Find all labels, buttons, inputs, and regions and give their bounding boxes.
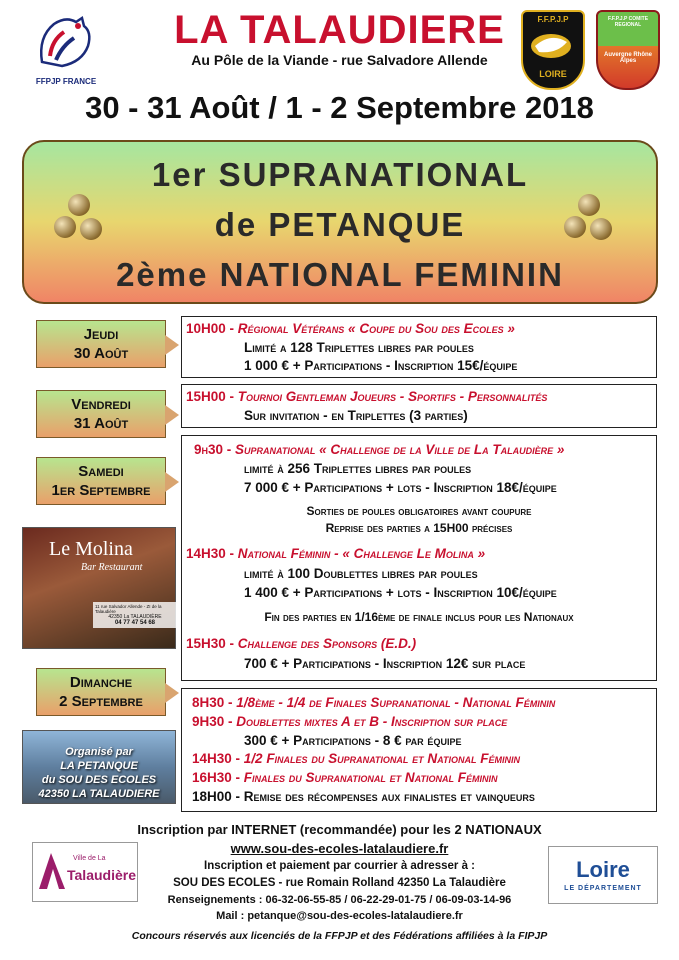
event-banner [22,140,658,304]
day-name: Vendredi [71,396,131,413]
program-line [192,770,497,785]
logo-big-text: Loire [576,857,630,882]
logo-small-text: LE DÉPARTEMENT [564,885,642,892]
contact-phones: Renseignements : 06-32-06-55-85 / 06-22-29-01-75 / 06-09-03-14-96 [167,894,512,906]
organiser-address: SOU DES ECOLES - rue Romain Rolland 42350 La Talaudière [173,877,506,889]
website-link[interactable]: www.sou-des-ecoles-latalaudiere.fr [230,841,449,856]
program-line [192,714,507,729]
day-name: Samedi [78,463,124,480]
sponsor-subtitle: Bar Restaurant [81,562,143,573]
thursday-program [181,316,657,378]
day-date: 1er Septembre [51,482,151,499]
event-time: 9h30 - [194,442,232,457]
program-line: Limité a 128 Triplettes libres par poules [244,340,474,355]
event-title: Doublettes mixtes A et B - Inscription sur place [236,714,508,729]
talaudiere-emblem-icon [37,851,67,891]
day-date: 2 Septembre [59,693,143,710]
logo-small-text: Ville de La [73,855,106,862]
venue-subtitle: Au Pôle de la Viande - rue Salvadore Allende [191,52,488,68]
program-line [186,546,485,561]
day-tag-friday [36,390,166,438]
organiser-line: 42350 LA TALAUDIERE [38,788,160,800]
program-line: Sur invitation - en Triplettes (3 parties) [244,408,468,423]
sponsor-address-card [93,602,177,628]
sponsor-address: 11 rue Salvador Allende - ZI de la Talaudière [95,604,162,614]
ffpjp-logo-text: FFPJP FRANCE [35,77,97,86]
event-time: 14H30 - [186,546,235,561]
event-title: Tournoi Gentleman Joueurs - Sportifs - Personnalités [237,389,548,404]
program-line: 1 000 € + Participations - Inscription 15€/équipe [244,358,518,373]
event-time: 14H30 - [192,751,241,766]
organiser-line: LA PETANQUE [60,760,138,772]
event-time: 9H30 - [192,714,233,729]
program-line [192,751,520,766]
program-line: limité à 256 Triplettes libres par poules [244,461,472,476]
sponsor-name: Le Molina [49,538,133,560]
comite-logo-bottom: Auvergne Rhône Alpes [604,52,653,64]
day-date: 30 Août [73,345,129,362]
dolphin-icon [523,24,579,64]
program-note: Fin des parties en 1/16ème de finale inclus pour les Nationaux [264,610,574,624]
banner-line-2: de PETANQUE [214,206,466,243]
comite-regional-logo [596,10,660,90]
program-line [194,442,564,457]
internet-registration-note: Inscription par INTERNET (recommandée) pour les 2 NATIONAUX [137,822,542,837]
comite-logo-top: F.F.P.J.P COMITE REGIONAL [607,16,649,28]
petanque-balls-right-icon [564,194,620,250]
event-time: 16H30 - [192,770,241,785]
program-note: Sorties de poules obligatoires avant coupure [306,504,532,518]
sponsor-city: 42350 La TALAUDIÈRE [108,614,162,620]
event-title: Challenge des Sponsors (E.D.) [237,636,417,651]
event-title: Régional Vétérans « Coupe du Sou des Ecoles » [237,321,515,336]
loire-logo-bottom: LOIRE [539,69,567,79]
event-time: 18H00 - [192,789,241,804]
event-title: Remise des récompenses aux finalistes et vainqueurs [243,789,535,804]
event-title: 1/8ème - 1/4 de Finales Supranational - National Féminin [236,695,556,710]
day-date: 31 Août [73,415,129,432]
program-note: Reprise des parties a 15H00 précises [325,521,513,535]
event-dates: 30 - 31 Août / 1 - 2 Septembre 2018 [85,90,594,125]
page-title: LA TALAUDIERE [174,8,505,52]
program-line: 700 € + Participations - Inscription 12€ sur place [244,656,526,671]
banner-line-1: 1er SUPRANATIONAL [151,156,529,193]
ville-talaudiere-logo [32,842,138,902]
day-tag-sunday [36,668,166,716]
mail-registration-note: Inscription et paiement par courrier à adresser à : [204,860,475,872]
event-title: National Féminin - « Challenge Le Molina » [237,546,486,561]
program-line [186,636,416,651]
loire-logo-top: F.F.P.J.P [537,15,569,24]
program-line: 7 000 € + Participations + lots - Inscription 18€/équipe [244,480,557,495]
organiser-line: Organisé par [65,746,133,758]
event-time: 15H30 - [186,636,235,651]
loire-departement-logo [548,846,658,904]
organiser-photo [22,730,176,804]
event-time: 15H00 - [186,389,235,404]
event-time: 10H00 - [186,321,235,336]
contact-email[interactable]: Mail : petanque@sou-des-ecoles-latalaudiere.fr [216,910,463,922]
day-name: Dimanche [69,674,133,691]
friday-program [181,384,657,428]
program-line: 300 € + Participations - 8 € par équipe [244,733,462,748]
sunday-program [181,688,657,812]
organiser-line: du SOU DES ECOLES [41,774,157,786]
day-tag-thursday [36,320,166,368]
program-line [186,389,547,404]
petanque-balls-left-icon [54,194,110,250]
event-title: Supranational « Challenge de la Ville de La Talaudière » [235,442,565,457]
event-title: Finales du Supranational et National Féminin [243,770,498,785]
program-line: limité à 100 Doublettes libres par poules [244,566,478,581]
eligibility-note: Concours réservés aux licenciés de la FFPJP et des Fédérations affiliées à la FIPJP [131,930,548,942]
ffpjp-loire-logo [521,10,585,90]
program-line [186,321,515,336]
program-line: 1 400 € + Participations + lots - Inscription 10€/équipe [244,585,557,600]
day-name: Jeudi [83,326,119,343]
day-tag-saturday [36,457,166,505]
logo-big-text: Talaudière [67,867,136,883]
program-line [192,789,535,804]
banner-line-3: 2ème NATIONAL FEMININ [116,256,564,293]
sponsor-phone: 04 77 47 54 68 [114,620,156,626]
le-molina-sponsor-photo [22,527,176,649]
event-title: 1/2 Finales du Supranational et National Féminin [243,751,520,766]
saturday-program [181,435,657,681]
program-line [192,695,555,710]
event-time: 8H30 - [192,695,233,710]
